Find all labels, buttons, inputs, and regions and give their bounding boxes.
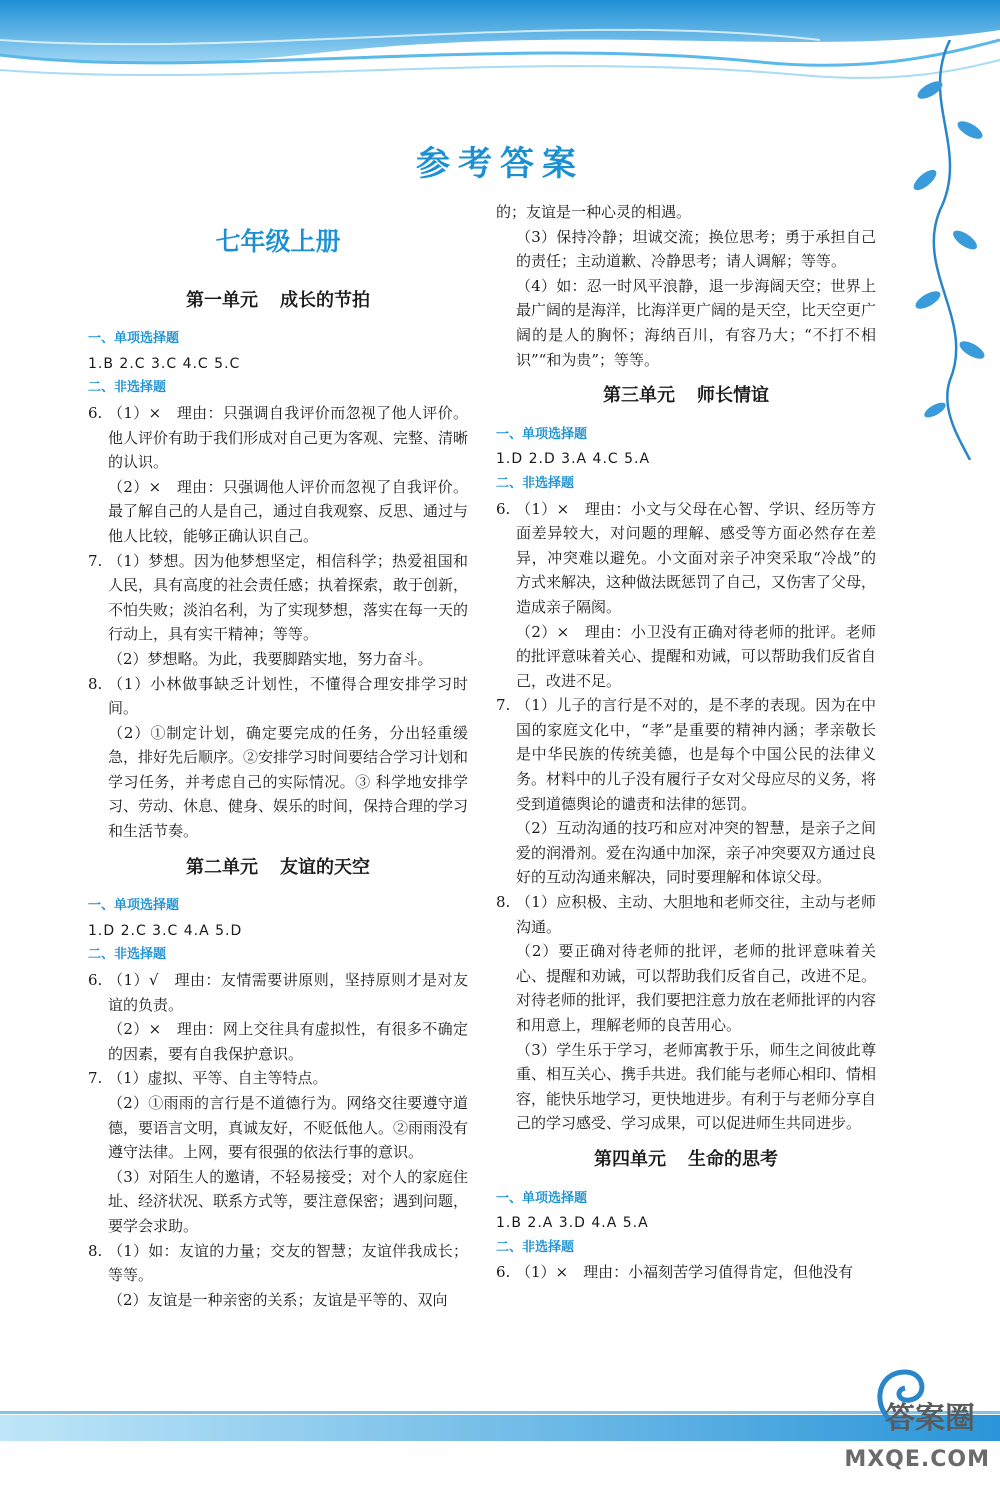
question-8	[496, 890, 876, 939]
watermark-logo-text: 答案圈	[885, 1401, 975, 1436]
section-heading: 一、单项选择题	[496, 426, 588, 442]
unit-title: 成长的节拍	[280, 289, 370, 311]
unit-number: 第三单元	[603, 385, 675, 407]
section-heading: 二、非选择题	[496, 475, 575, 491]
answer-text: （1）儿子的言行是不对的，是不孝的表现。因为在中国的家庭文化中，“孝”是重要的精神内涵；孝亲敬长是中华民族的传统美德，也是每个中国公民的法律义务。材料中的儿子没有履行子女对父母应尽的义务，将受到道德舆论的谴责和法律的惩罚。	[516, 696, 877, 813]
section-heading: 一、单项选择题	[88, 898, 180, 914]
section-heading: 二、非选择题	[88, 947, 167, 963]
question-6	[88, 401, 468, 475]
choice-answers: 1.B 2.C 3.C 4.C 5.C	[88, 355, 241, 372]
bottom-ribbon-band	[0, 1407, 1000, 1447]
question-number: 6.	[496, 1263, 511, 1282]
question-number: 6.	[496, 499, 511, 518]
answer-text: （2）友谊是一种亲密的关系；友谊是平等的、双向	[108, 1290, 448, 1309]
answer-text: （1）× 理由：小福刻苦学习值得肯定，但他没有	[516, 1263, 854, 1282]
answer-text: （3）学生乐于学习，老师寓教于乐，师生之间彼此尊重、相互关心、携手共进。我们能与老师心相印、情相容，能快乐地学习，更快地进步。有利于与老师分享自己的学习感受、学习成果，可以促进师生共同进步。	[516, 1040, 877, 1133]
answer-text: 的；友谊是一种心灵的相遇。	[496, 203, 692, 221]
left-column	[88, 200, 468, 1312]
unit-title: 生命的思考	[688, 1148, 778, 1170]
answer-text: （3）保持冷静；坦诚交流；换位思考；勇于承担自己的责任；主动道歉、冷静思考；请人调解；等等。	[516, 227, 876, 271]
question-6	[496, 1260, 876, 1285]
answer-text: （1）× 理由：只强调自我评价而忽视了他人评价。他人评价有助于我们形成对自己更为客观、完整、清晰的认识。	[108, 403, 469, 472]
top-ribbon-band	[0, 0, 1000, 110]
answer-text: （2）× 理由：小卫没有正确对待老师的批评。老师的批评意味着关心、提醒和劝诫，可以帮助我们反省自己，改进不足。	[516, 622, 877, 690]
answer-text: （1）× 理由：小文与父母在心智、学识、经历等方面差异较大，对问题的理解、感受等方面必然存在差异，冲突难以避免。小文面对亲子冲突采取“冷战”的方式来解决，这种做法既惩罚了自己，又伤害了父母，造成亲子隔阂。	[516, 499, 877, 616]
unit-title: 师长情谊	[697, 385, 769, 407]
answer-text: （1）应积极、主动、大胆地和老师交往，主动与老师沟通。	[516, 893, 876, 936]
answer-text: （2）要正确对待老师的批评，老师的批评意味着关心、提醒和劝诫，可以帮助我们反省自己，改进不足。对待老师的批评，我们要把注意力放在老师批评的内容和用意上，理解老师的良苦用心。	[516, 942, 877, 1034]
question-number: 8.	[496, 893, 511, 912]
unit-number: 第一单元	[186, 289, 258, 311]
question-6	[496, 497, 876, 620]
section-heading: 一、单项选择题	[496, 1190, 588, 1206]
answer-text: （2）梦想略。为此，我要脚踏实地，努力奋斗。	[108, 649, 433, 668]
answer-text: （3）对陌生人的邀请，不轻易接受；对个人的家庭住址、经济状况、联系方式等，要注意保密；遇到问题，要学会求助。	[108, 1167, 469, 1235]
answer-text: （1）如：友谊的力量；交友的智慧；友谊伴我成长；等等。	[108, 1241, 468, 1285]
answer-text: （2）互动沟通的技巧和应对冲突的智慧，是亲子之间爱的润滑剂。爱在沟通中加深，亲子冲突要双方通过良好的互动沟通来解决，同时要理解和体谅父母。	[516, 819, 877, 887]
question-number: 8.	[88, 674, 103, 693]
unit-heading	[88, 856, 468, 881]
unit-number: 第四单元	[594, 1148, 666, 1170]
question-8	[88, 1239, 468, 1288]
question-number: 6.	[88, 403, 103, 422]
answer-text: （2）①雨雨的言行是不道德行为。网络交往要遵守道德，要语言文明，真诚友好，不贬低他人。②雨雨没有遵守法律。上网，要有很强的依法行事的意识。	[108, 1094, 469, 1162]
question-7	[88, 549, 468, 647]
unit-heading	[88, 289, 468, 314]
answer-text: （4）如：忍一时风平浪静，退一步海阔天空；世界上最广阔的是海洋，比海洋更广阔的是天空，比天空更广阔的是人的胸怀；海纳百川，有容乃大；“不打不相识”“和为贵”；等等。	[516, 276, 877, 369]
section-heading: 一、单项选择题	[88, 331, 180, 347]
question-number: 7.	[496, 696, 511, 715]
question-number: 7.	[88, 551, 103, 570]
unit-heading	[496, 1148, 876, 1173]
section-heading: 二、非选择题	[496, 1239, 575, 1255]
answer-text: （2）× 理由：只强调他人评价而忽视了自我评价。最了解自己的人是自己，通过自我观察、反思、通过与他人比较，能够正确认识自己。	[108, 477, 469, 545]
unit-title: 友谊的天空	[280, 856, 370, 878]
watermark-url: MXQE.COM	[844, 1447, 990, 1472]
answer-text: （1）梦想。因为他梦想坚定，相信科学；热爱祖国和人民，具有高度的社会责任感；执着探索，敢于创新，不怕失败；淡泊名利，为了实现梦想，落实在每一天的行动上，具有实干精神；等等。	[108, 551, 469, 644]
question-8	[88, 672, 468, 721]
answer-text: （1）虚拟、平等、自主等特点。	[108, 1069, 328, 1088]
answer-text: （2）× 理由：网上交往具有虚拟性，有很多不确定的因素，要有自我保护意识。	[108, 1020, 468, 1063]
unit-heading	[496, 384, 876, 409]
question-6	[88, 968, 468, 1017]
question-7	[496, 693, 876, 816]
grade-heading: 七年级上册	[215, 227, 341, 256]
answer-text: （1）小林做事缺乏计划性，不懂得合理安排学习时间。	[108, 674, 468, 718]
answer-text: （1）√ 理由：友情需要讲原则，坚持原则才是对友谊的负责。	[108, 971, 468, 1014]
question-7	[88, 1066, 468, 1091]
question-number: 7.	[88, 1069, 103, 1088]
unit-number: 第二单元	[186, 856, 258, 878]
question-number: 6.	[88, 971, 103, 990]
choice-answers: 1.B 2.A 3.D 4.A 5.A	[496, 1215, 649, 1232]
page-title: 参考答案	[416, 144, 584, 184]
choice-answers: 1.D 2.D 3.A 4.C 5.A	[496, 451, 651, 468]
right-column	[496, 200, 876, 1285]
vine-decoration	[880, 40, 1000, 460]
choice-answers: 1.D 2.C 3.C 4.A 5.D	[88, 922, 243, 939]
question-number: 8.	[88, 1241, 103, 1260]
section-heading: 二、非选择题	[88, 380, 167, 396]
answer-text: （2）①制定计划，确定要完成的任务，分出轻重缓急，排好先后顺序。②安排学习时间要结合学习计划和学习任务，并考虑自己的实际情况。③ 科学地安排学习、劳动、休息、健身、娱乐的时间，保持合理的学习和生活节奏。	[108, 723, 469, 841]
